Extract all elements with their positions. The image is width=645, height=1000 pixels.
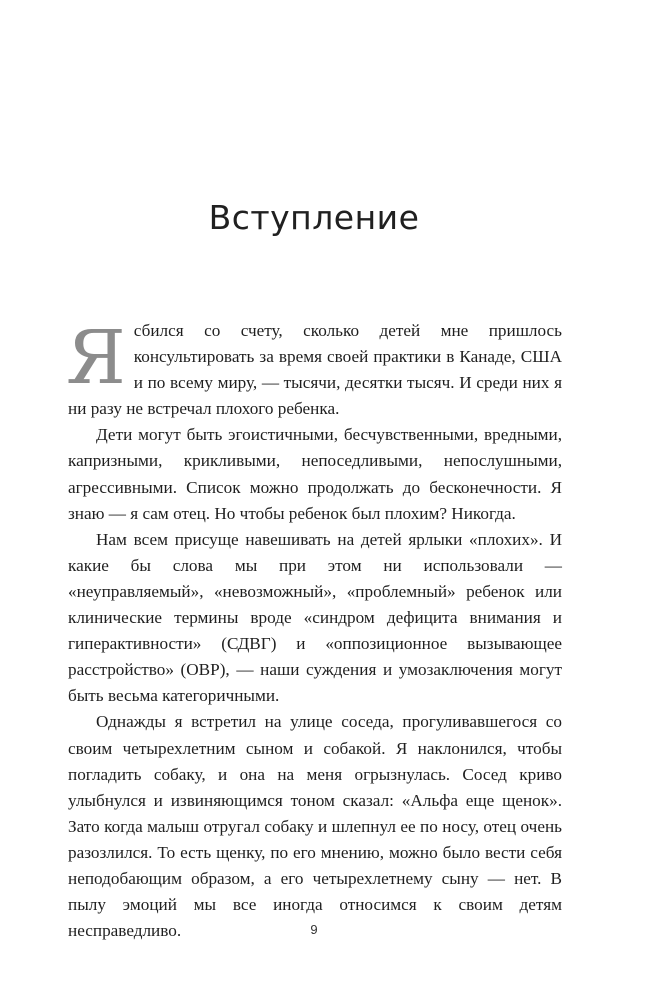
drop-cap: Я [66,315,126,401]
paragraph-4: Однажды я встретил на улице соседа, прогуливавшегося со своим четырехлетним сыном и собакой. Я наклонился, чтобы погладить собаку, и она на меня огрызнулась. Сосед криво улыбнулся и извиняющимся тоном сказал: «Альфа еще щенок». Зато когда малыш отругал собаку и шлепнул ее по носу, отец очень разозлился. То есть щенку, по его мнению, можно было вести себя неподобающим образом, а его четырехлетнему сыну — нет. В пылу эмоций мы все иногда относимся к своим детям несправедливо. [68,712,562,941]
chapter-body [66,315,562,944]
paragraph-1-text: сбился со счету, сколько детей мне пришлось консультировать за время своей практики в Канаде, США и по всему миру, — тысячи, десятки тысяч. И среди них я ни разу не встречал плохого ребенка. [68,321,562,419]
paragraph-3: Нам всем присуще навешивать на детей ярлыки «плохих». И какие бы слова мы при этом ни использовали — «неуправляемый», «невозможный», «проблемный» ребенок или клинические термины вроде «синдром дефицита внимания и гиперактивности» (СДВГ) и «оппозиционное вызывающее расстройство» (ОВР), — наши суждения и умозаключения могут быть весьма категоричными. [68,529,562,706]
paragraph-1 [66,315,562,422]
page-number: 9 [310,922,318,937]
chapter-title: Вступление [208,198,420,238]
paragraph-2: Дети могут быть эгоистичными, бесчувственными, вредными, капризными, крикливыми, непоседливыми, непослушными, агрессивными. Список можно продолжать до бесконечности. Я знаю — я сам отец. Но чтобы ребенок был плохим? Никогда. [68,425,562,523]
